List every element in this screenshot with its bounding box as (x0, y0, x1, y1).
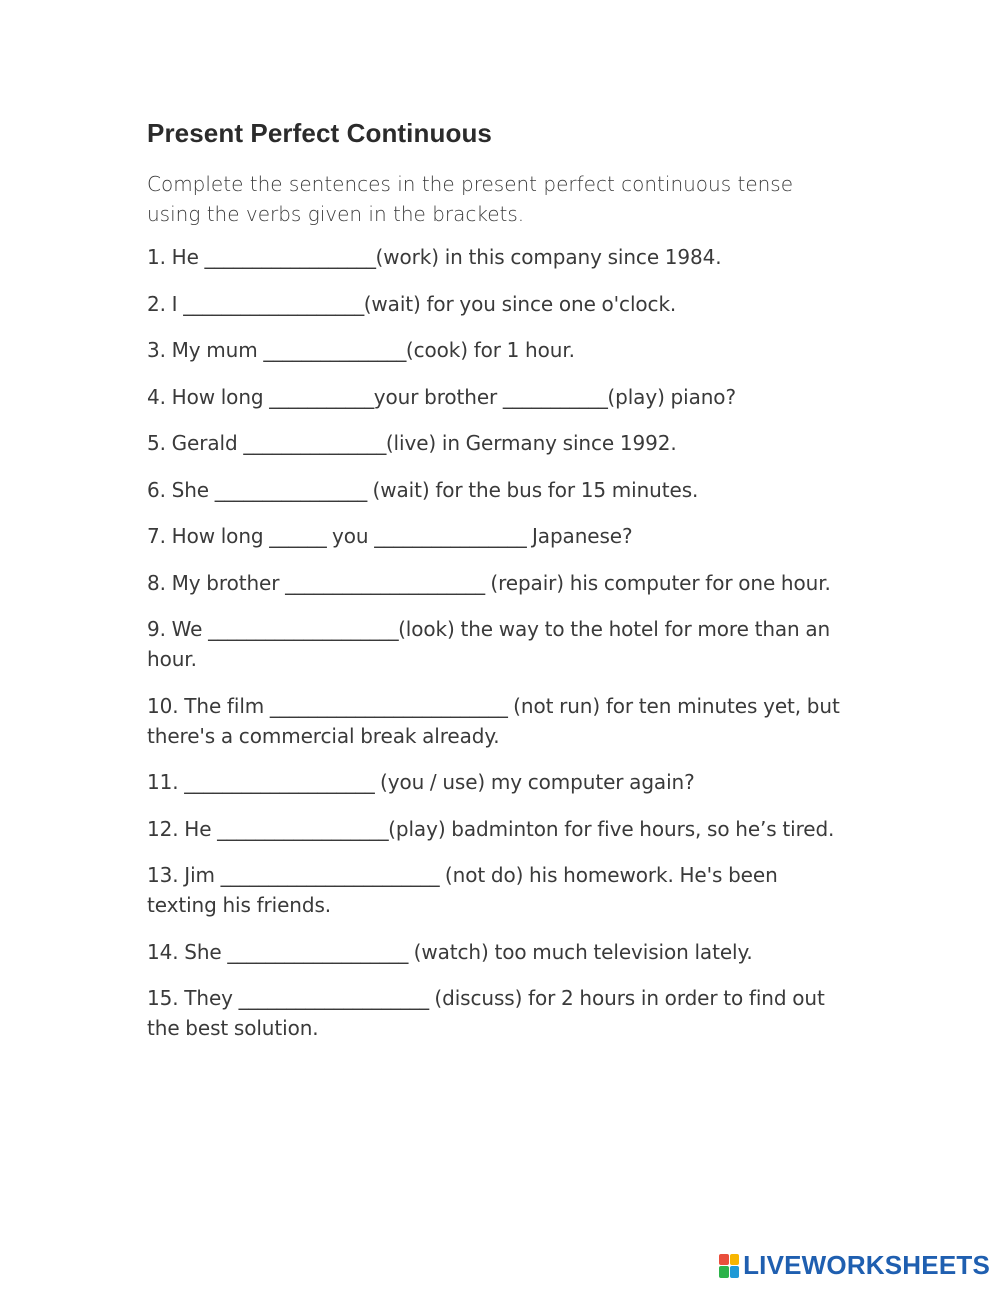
answer-blank[interactable]: ___________________ (183, 291, 364, 316)
exercise-text: (watch) too much television lately. (407, 939, 753, 964)
exercise-text: 6. She (147, 477, 215, 502)
exercise-text: 15. They (147, 986, 239, 1010)
exercise-item (147, 614, 847, 674)
exercise-text: (discuss) for 2 hours in order to find out the best solution. (147, 986, 825, 1040)
exercise-text: (wait) for you since one o'clock. (363, 291, 677, 316)
exercise-text: Japanese? (526, 524, 633, 548)
exercise-text: (not do) his homework. He's been texting his friends. (147, 863, 778, 917)
exercise-text: 4. How long (147, 384, 270, 409)
exercise-text: 11. (147, 770, 185, 794)
exercise-text: 5. Gerald (147, 431, 244, 455)
exercise-item (147, 289, 847, 319)
exercise-item (147, 983, 847, 1043)
answer-blank[interactable]: ___________ (269, 384, 374, 409)
answer-blank[interactable]: ____________________ (184, 770, 375, 794)
exercise-text: 2. I (147, 291, 184, 316)
answer-blank[interactable]: ___________ (502, 384, 608, 409)
exercise-text: (look) the way to the hotel for more than an hour. (147, 617, 831, 671)
instructions: Complete the sentences in the present perfect continuous tense using the verbs given in the brackets. (147, 172, 794, 226)
exercise-item (147, 242, 847, 272)
exercise-text: (live) in Germany since 1992. (385, 431, 677, 455)
exercise-text: (not run) for ten minutes yet, but there's a commercial break already. (147, 693, 840, 748)
exercise-text: 8. My brother (147, 570, 286, 595)
exercise-text: (wait) for the bus for 15 minutes. (366, 477, 699, 502)
exercise-text: (play) piano? (607, 384, 736, 409)
logo-square (730, 1254, 740, 1266)
answer-blank[interactable]: _____________________ (285, 570, 485, 595)
answer-blank[interactable]: ____________________ (208, 617, 399, 641)
exercise-item (147, 475, 847, 505)
exercise-item (147, 860, 847, 920)
exercise-text: your brother (373, 384, 503, 409)
exercise-text: 3. My mum (147, 338, 264, 362)
exercise-text: (you / use) my computer again? (374, 770, 695, 794)
exercise-text: 13. Jim (147, 863, 221, 887)
answer-blank[interactable]: _______________________ (220, 863, 440, 887)
exercise-item (147, 767, 847, 797)
answer-blank[interactable]: ________________ (374, 524, 527, 548)
exercise-text: (play) badminton for five hours, so he’s tired. (388, 816, 835, 841)
liveworksheets-logo-icon (719, 1254, 739, 1278)
logo-square (719, 1266, 729, 1278)
exercise-item (147, 937, 847, 967)
logo-square (719, 1254, 729, 1266)
exercise-text: (cook) for 1 hour. (405, 338, 575, 362)
exercise-text: 1. He (147, 245, 205, 269)
answer-blank[interactable]: _________________________ (269, 693, 508, 718)
exercise-text: 10. The film (147, 693, 270, 718)
exercise-text: 9. We (147, 617, 209, 641)
exercise-item (147, 428, 847, 458)
logo-square (730, 1266, 740, 1278)
answer-blank[interactable]: ______ (269, 524, 327, 548)
answer-blank[interactable]: _______________ (263, 338, 406, 362)
answer-blank[interactable]: __________________ (217, 816, 389, 841)
exercise-item (147, 568, 847, 598)
exercise-text: 7. How long (147, 524, 270, 548)
exercise-item (147, 382, 847, 412)
liveworksheets-logo (719, 1250, 990, 1281)
worksheet-title: Present Perfect Continuous (147, 118, 492, 148)
answer-blank[interactable]: _______________ (243, 431, 386, 455)
answer-blank[interactable]: ________________ (214, 477, 367, 502)
exercise-text: (work) in this company since 1984. (375, 245, 722, 269)
exercise-text: 12. He (147, 816, 218, 841)
exercise-item (147, 521, 847, 551)
exercise-item (147, 691, 847, 751)
exercise-item (147, 814, 847, 844)
answer-blank[interactable]: ____________________ (238, 986, 429, 1010)
exercise-text: 14. She (147, 939, 228, 964)
answer-blank[interactable]: ___________________ (227, 939, 408, 964)
exercise-text: you (326, 524, 375, 548)
exercise-text: (repair) his computer for one hour. (484, 570, 831, 595)
worksheet (147, 118, 847, 1060)
exercise-item (147, 335, 847, 365)
answer-blank[interactable]: __________________ (204, 245, 376, 269)
logo-text: LIVEWORKSHEETS (743, 1250, 990, 1280)
exercise-list (147, 242, 847, 1043)
